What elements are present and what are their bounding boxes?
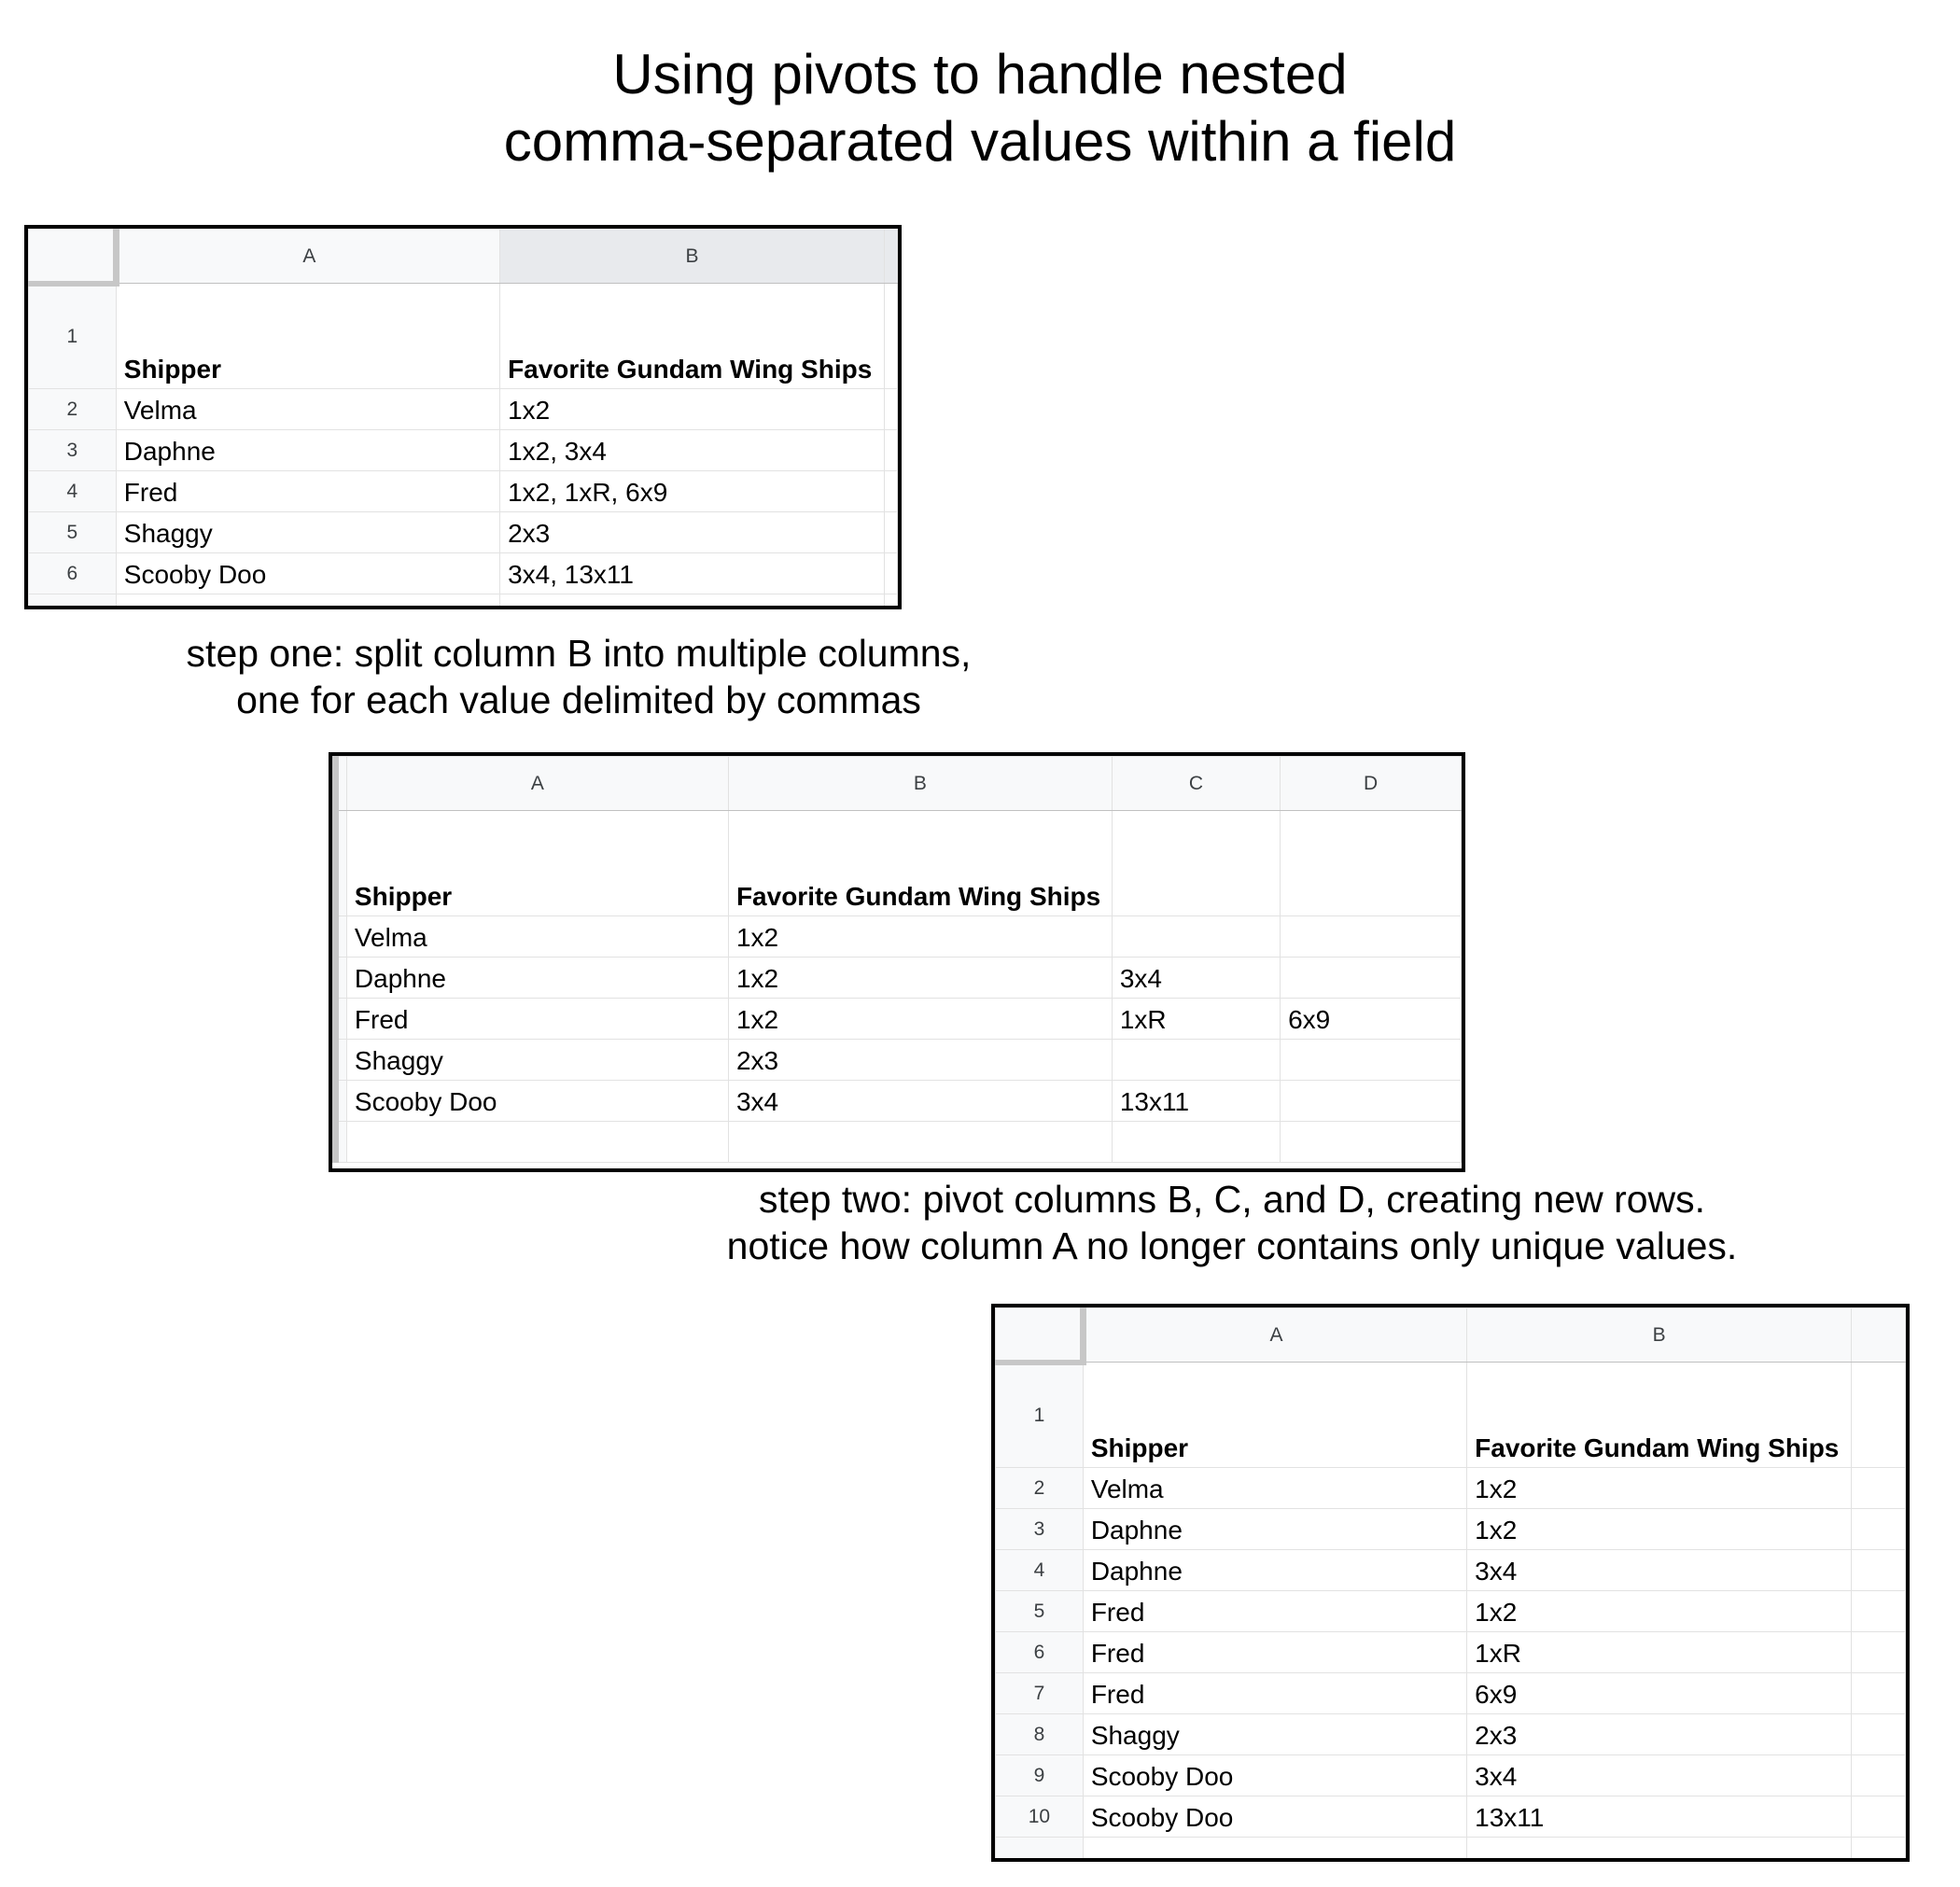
cell-ships-b[interactable]: 3x4	[728, 1081, 1112, 1122]
step-one-line-1: step one: split column B into multiple columns,	[186, 632, 972, 675]
sheet-split-grid	[332, 756, 1462, 1163]
step-two-line-2: notice how column A no longer contains only unique values.	[726, 1224, 1738, 1267]
cell-ships-d[interactable]	[1281, 957, 1462, 999]
cell-ships-b[interactable]: 1x2	[728, 999, 1112, 1040]
row-header[interactable]: 6	[29, 553, 117, 594]
table-row	[29, 512, 898, 553]
table-row	[996, 1468, 1906, 1509]
cell-shipper[interactable]: Fred	[1083, 1591, 1466, 1632]
row-header[interactable]: 8	[996, 1714, 1084, 1755]
table-row	[29, 389, 898, 430]
row-header[interactable]: 2	[996, 1468, 1084, 1509]
cell-shipper[interactable]: Scooby Doo	[116, 553, 499, 594]
table-row	[996, 1755, 1906, 1796]
column-header-b[interactable]: B	[500, 230, 885, 284]
cell-shipper[interactable]: Velma	[116, 389, 499, 430]
table-row	[29, 430, 898, 471]
cell-ships-c[interactable]	[1112, 916, 1280, 957]
column-header-next	[885, 230, 898, 284]
cell-ships-c[interactable]: 13x11	[1112, 1081, 1280, 1122]
title-line-2: comma-separated values within a field	[503, 110, 1457, 173]
cell-shipper[interactable]: Shaggy	[1083, 1714, 1466, 1755]
cell-ships[interactable]: 13x11	[1467, 1796, 1852, 1838]
cell-ships[interactable]: 3x4, 13x11	[500, 553, 885, 594]
cell-ships[interactable]: 1x2, 1xR, 6x9	[500, 471, 885, 512]
cell-header-d[interactable]	[1281, 811, 1462, 916]
cell-shipper[interactable]: Velma	[1083, 1468, 1466, 1509]
row-header[interactable]: 6	[996, 1632, 1084, 1673]
row-header[interactable]: 5	[996, 1591, 1084, 1632]
table-row	[29, 553, 898, 594]
cell-ships-d[interactable]	[1281, 1081, 1462, 1122]
cell-ships-c[interactable]: 3x4	[1112, 957, 1280, 999]
cell-header-ships[interactable]: Favorite Gundam Wing Ships	[728, 811, 1112, 916]
title-line-1: Using pivots to handle nested	[612, 43, 1348, 105]
table-row	[336, 1040, 1462, 1081]
table-row	[336, 916, 1462, 957]
cell-ships[interactable]: 2x3	[1467, 1714, 1852, 1755]
table-row	[336, 999, 1462, 1040]
row-header[interactable]: 1	[996, 1363, 1084, 1468]
cell-shipper[interactable]: Fred	[1083, 1632, 1466, 1673]
cell-ships-d[interactable]: 6x9	[1281, 999, 1462, 1040]
table-row	[336, 957, 1462, 999]
row-header[interactable]: 9	[996, 1755, 1084, 1796]
cell-ships[interactable]: 6x9	[1467, 1673, 1852, 1714]
cell-shipper[interactable]: Fred	[346, 999, 728, 1040]
cell-ships-d[interactable]	[1281, 1040, 1462, 1081]
table-row	[996, 1509, 1906, 1550]
cell-ships-d[interactable]	[1281, 916, 1462, 957]
cell-shipper[interactable]: Scooby Doo	[1083, 1755, 1466, 1796]
cell-header-ships[interactable]: Favorite Gundam Wing Ships	[1467, 1363, 1852, 1468]
cell-header-c[interactable]	[1112, 811, 1280, 916]
cell-ships[interactable]: 3x4	[1467, 1755, 1852, 1796]
table-row	[336, 1081, 1462, 1122]
cell-shipper[interactable]: Daphne	[1083, 1550, 1466, 1591]
table-row	[996, 1632, 1906, 1673]
table-row	[29, 471, 898, 512]
cell-header-shipper[interactable]: Shipper	[116, 284, 499, 389]
step-one-line-2: one for each value delimited by commas	[236, 678, 921, 721]
sheet-pivoted-grid	[995, 1307, 1906, 1862]
table-row	[996, 1550, 1906, 1591]
column-header-a[interactable]: A	[1083, 1308, 1466, 1363]
cell-shipper[interactable]: Daphne	[116, 430, 499, 471]
cell-shipper[interactable]: Scooby Doo	[1083, 1796, 1466, 1838]
cell-ships-b[interactable]: 1x2	[728, 957, 1112, 999]
cell-header-shipper[interactable]: Shipper	[1083, 1363, 1466, 1468]
row-header[interactable]: 10	[996, 1796, 1084, 1838]
cell-ships-b[interactable]: 1x2	[728, 916, 1112, 957]
table-row	[996, 1591, 1906, 1632]
table-row	[996, 1673, 1906, 1714]
step-one-caption	[121, 630, 1036, 723]
cell-ships[interactable]: 1x2	[1467, 1509, 1852, 1550]
column-header-b[interactable]: B	[728, 757, 1112, 811]
sheet-original	[24, 225, 902, 609]
column-header-a[interactable]: A	[116, 230, 499, 284]
table-row	[336, 1122, 1462, 1163]
row-header[interactable]: 2	[29, 389, 117, 430]
sheet-split	[329, 752, 1465, 1172]
cell-ships[interactable]: 1x2	[1467, 1468, 1852, 1509]
select-all-corner[interactable]	[996, 1308, 1084, 1363]
select-all-corner[interactable]	[29, 230, 117, 284]
cell-header-ships[interactable]: Favorite Gundam Wing Ships	[500, 284, 885, 389]
row-header[interactable]: 5	[29, 512, 117, 553]
row-header[interactable]: 3	[996, 1509, 1084, 1550]
column-header-d[interactable]: D	[1281, 757, 1462, 811]
cell-shipper[interactable]: Shaggy	[116, 512, 499, 553]
sheet-original-grid	[28, 229, 898, 609]
column-header-b[interactable]: B	[1467, 1308, 1852, 1363]
column-header-a[interactable]: A	[346, 757, 728, 811]
cell-shipper[interactable]: Scooby Doo	[346, 1081, 728, 1122]
table-row	[996, 1796, 1906, 1838]
table-row	[996, 1714, 1906, 1755]
cell-header-shipper[interactable]: Shipper	[346, 811, 728, 916]
cell-shipper[interactable]: Daphne	[1083, 1509, 1466, 1550]
cell-ships-c[interactable]: 1xR	[1112, 999, 1280, 1040]
cell-ships[interactable]: 1x2	[1467, 1591, 1852, 1632]
cell-shipper[interactable]: Fred	[1083, 1673, 1466, 1714]
column-header-c[interactable]: C	[1112, 757, 1280, 811]
step-two-line-1: step two: pivot columns B, C, and D, creating new rows.	[758, 1178, 1706, 1221]
cell-ships[interactable]: 2x3	[500, 512, 885, 553]
step-two-caption	[653, 1176, 1811, 1269]
row-header[interactable]: 4	[996, 1550, 1084, 1591]
cell-shipper[interactable]: Fred	[116, 471, 499, 512]
cell-ships[interactable]: 1x2	[500, 389, 885, 430]
cell-shipper[interactable]: Velma	[346, 916, 728, 957]
page-title	[0, 41, 1960, 175]
row-header[interactable]: 7	[996, 1673, 1084, 1714]
table-row	[996, 1838, 1906, 1863]
row-header[interactable]: 4	[29, 471, 117, 512]
table-row	[29, 594, 898, 610]
cell-ships[interactable]: 1x2, 3x4	[500, 430, 885, 471]
row-header[interactable]: 1	[29, 284, 117, 389]
cell-ships-b[interactable]: 2x3	[728, 1040, 1112, 1081]
cell-shipper[interactable]: Daphne	[346, 957, 728, 999]
cell-shipper[interactable]: Shaggy	[346, 1040, 728, 1081]
cell-ships[interactable]: 3x4	[1467, 1550, 1852, 1591]
row-header[interactable]: 3	[29, 430, 117, 471]
cell-ships-c[interactable]	[1112, 1040, 1280, 1081]
cell-ships[interactable]: 1xR	[1467, 1632, 1852, 1673]
sheet-pivoted	[991, 1304, 1910, 1862]
